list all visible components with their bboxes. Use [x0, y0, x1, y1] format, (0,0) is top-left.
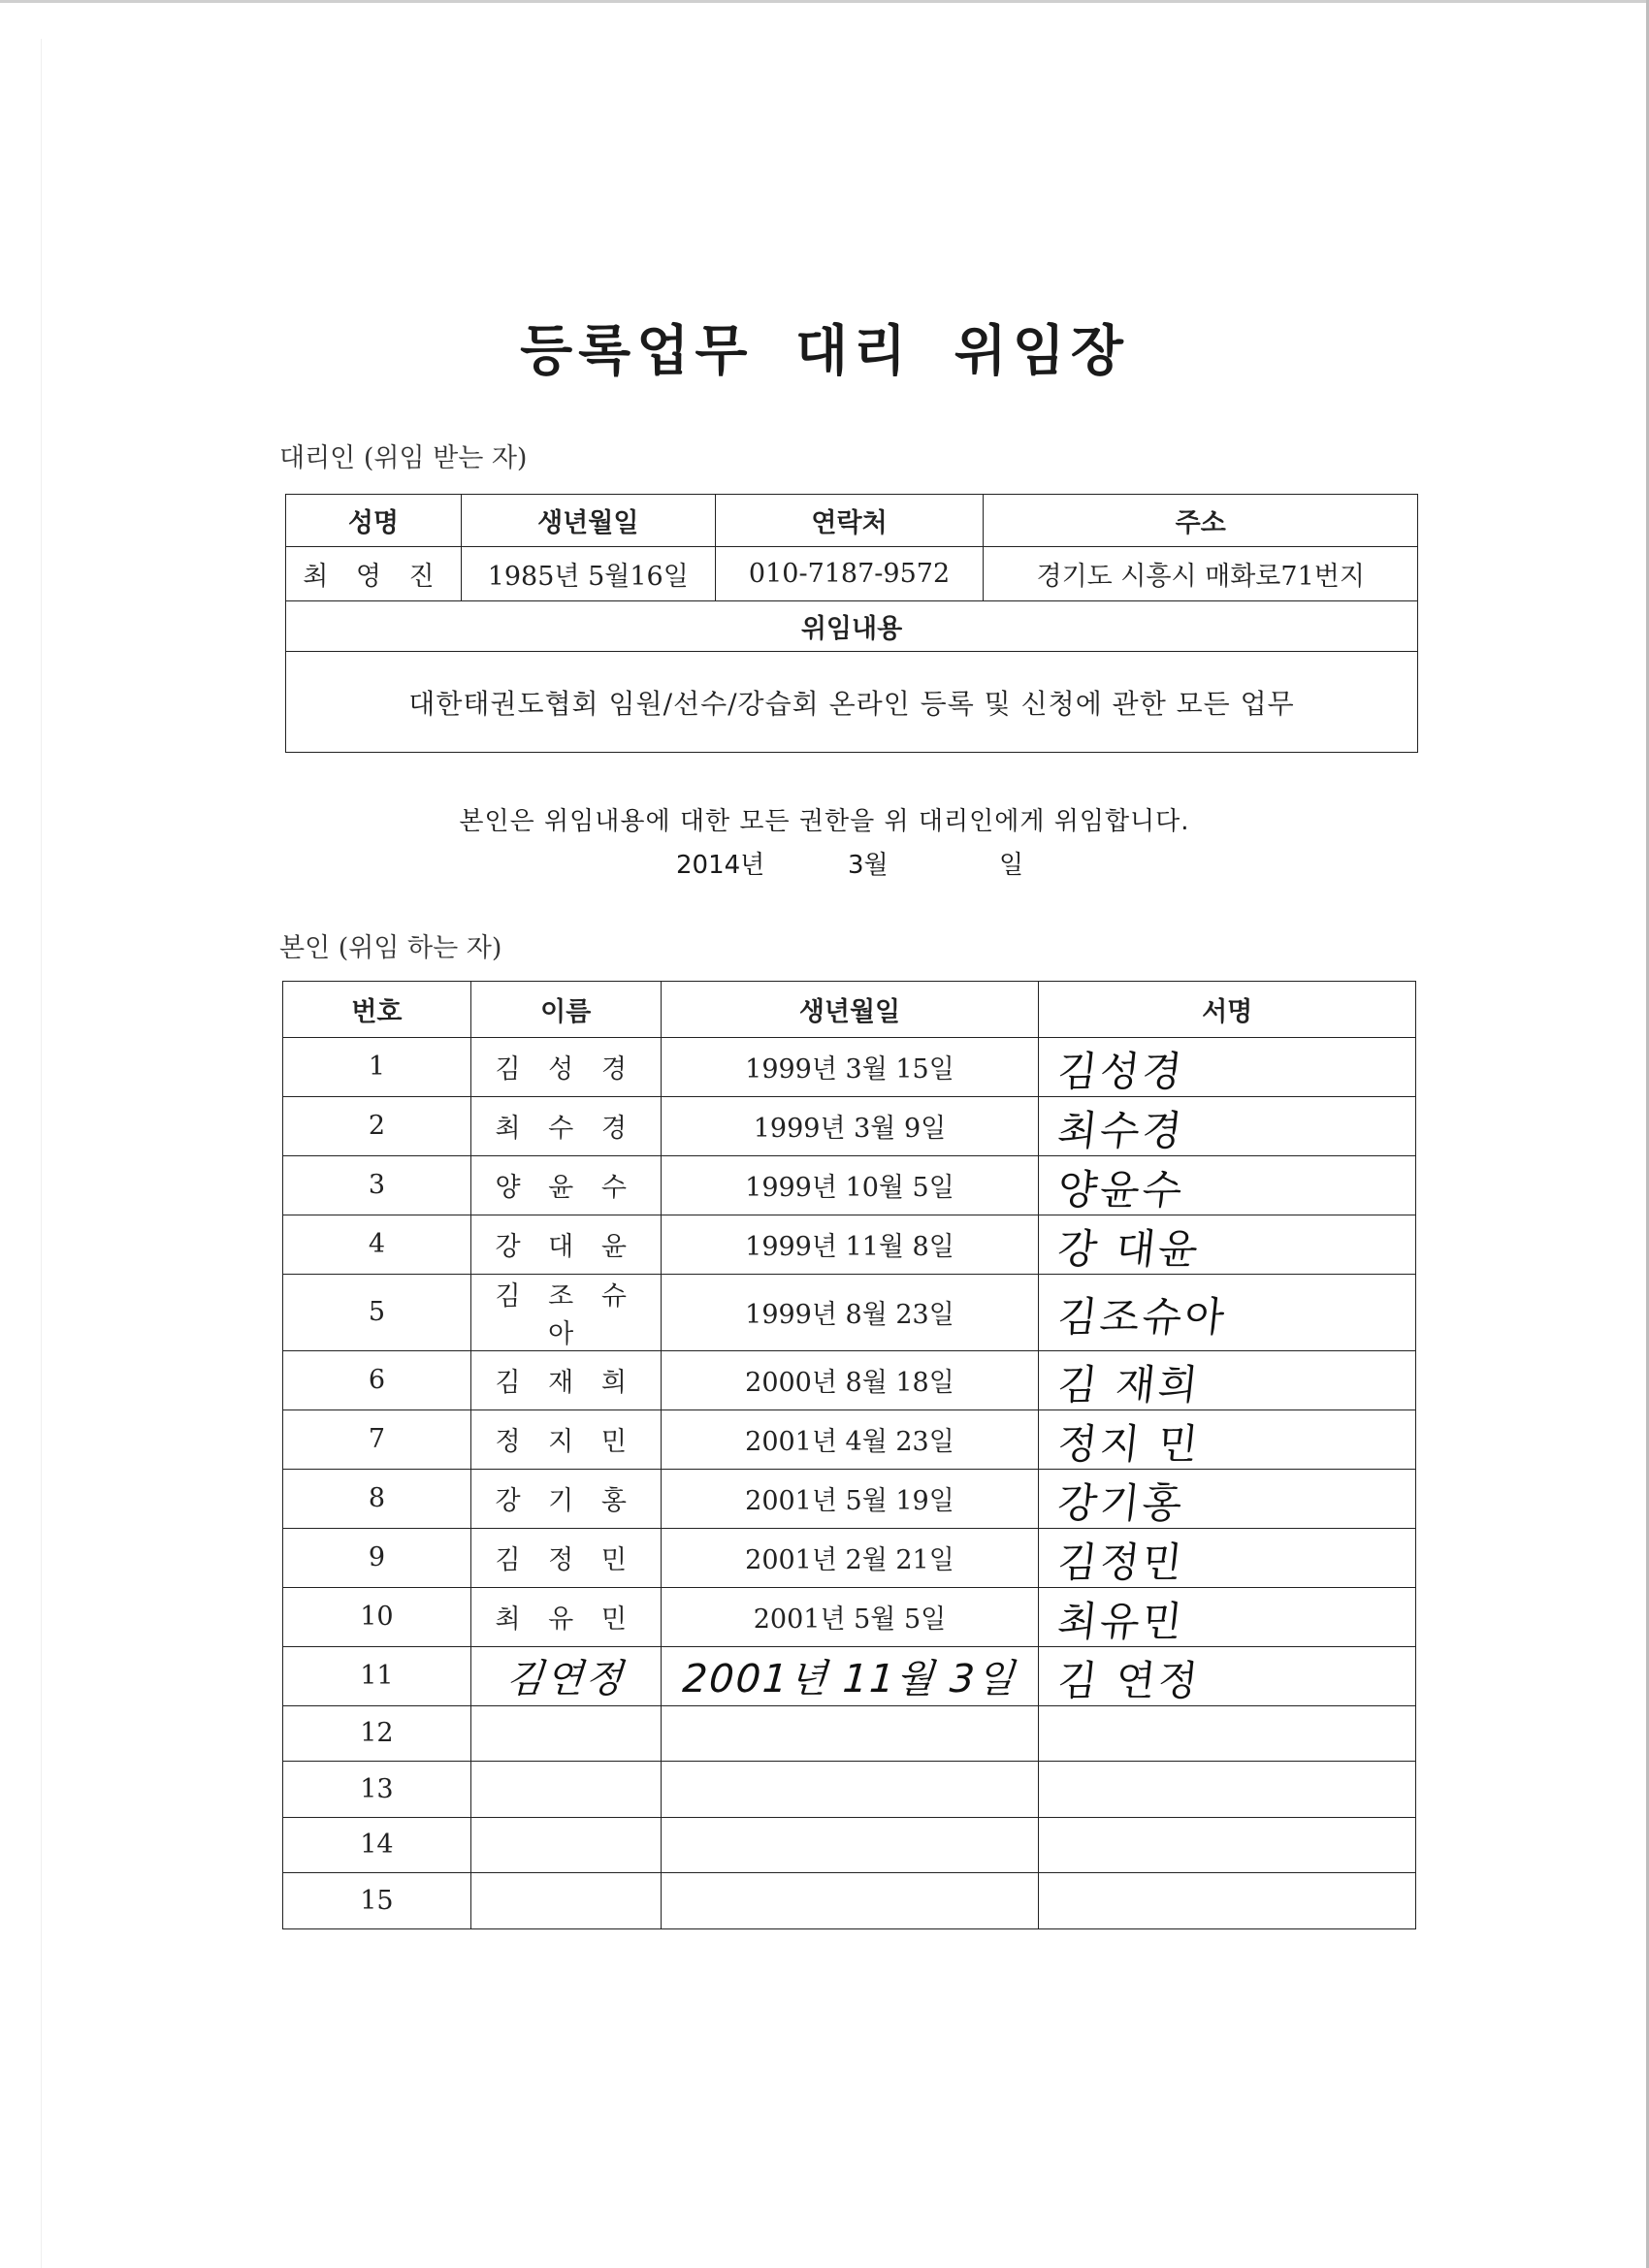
- row-name: [470, 1646, 661, 1705]
- row-signature: [1039, 1646, 1416, 1705]
- row-number: 4: [283, 1215, 471, 1274]
- principal-table: [282, 981, 1416, 1929]
- row-name: 최 유 민: [470, 1587, 661, 1646]
- row-name: 양 윤 수: [470, 1155, 661, 1215]
- table-row: [283, 1762, 1416, 1818]
- agent-header-phone: 연락처: [715, 495, 984, 547]
- row-birth: 1999년 3월 9일: [661, 1096, 1039, 1155]
- table-row: [283, 1469, 1416, 1528]
- handwritten-signature: 김조슈아: [1055, 1292, 1230, 1341]
- row-name: [470, 1873, 661, 1929]
- document-title: 등록업무 대리 위임장: [520, 320, 1129, 383]
- delegation-header: 위임내용: [286, 601, 1418, 652]
- row-number: 8: [283, 1469, 471, 1528]
- row-number: 3: [283, 1155, 471, 1215]
- row-name: [470, 1817, 661, 1873]
- table-row: [283, 1817, 1416, 1873]
- delegation-content: 대한태권도협회 임원/선수/강습회 온라인 등록 및 신청에 관한 모든 업무: [286, 652, 1418, 753]
- row-number: 7: [283, 1409, 471, 1469]
- row-signature: [1039, 1587, 1416, 1646]
- handwritten-signature: 양윤수: [1055, 1165, 1188, 1214]
- delegation-header-row: [286, 601, 1418, 652]
- table-row: [283, 1646, 1416, 1705]
- row-signature: [1039, 1762, 1416, 1818]
- date-year: 2014년: [676, 851, 765, 880]
- row-number: 6: [283, 1350, 471, 1409]
- row-name: 김 정 민: [470, 1528, 661, 1587]
- delegation-content-row: [286, 652, 1418, 753]
- table-row: [283, 1587, 1416, 1646]
- row-name: [470, 1705, 661, 1762]
- agent-address-value: 경기도 시흥시 매화로71번지: [984, 547, 1418, 601]
- row-name: 김 성 경: [470, 1037, 661, 1096]
- row-signature: [1039, 1155, 1416, 1215]
- agent-header-name: 성명: [286, 495, 462, 547]
- agent-value-row: [286, 547, 1418, 601]
- row-birth: 2001년 2월 21일: [661, 1528, 1039, 1587]
- principal-rows: [283, 1037, 1416, 1928]
- handwritten-signature: 정지 민: [1055, 1419, 1204, 1468]
- scan-edge-top: [0, 0, 1649, 3]
- table-row: [283, 1705, 1416, 1762]
- row-number: 12: [283, 1705, 471, 1762]
- row-birth: 2001년 5월 19일: [661, 1469, 1039, 1528]
- row-birth: [661, 1817, 1039, 1873]
- row-birth: 2000년 8월 18일: [661, 1350, 1039, 1409]
- handwritten-signature: 김성경: [1055, 1047, 1188, 1095]
- table-row: [283, 1409, 1416, 1469]
- handwritten-signature: 강 대윤: [1055, 1224, 1204, 1273]
- row-signature: [1039, 1469, 1416, 1528]
- table-row: [283, 1528, 1416, 1587]
- row-name: 강 대 윤: [470, 1215, 661, 1274]
- table-row: [283, 1350, 1416, 1409]
- handwritten-name: 김연정: [504, 1657, 627, 1701]
- agent-section-label: 대리인 (위임 받는 자): [279, 443, 528, 473]
- table-row: [283, 1155, 1416, 1215]
- row-signature: [1039, 1409, 1416, 1469]
- row-number: 11: [283, 1646, 471, 1705]
- row-birth: [661, 1873, 1039, 1929]
- handwritten-signature: 최유민: [1055, 1597, 1188, 1645]
- principal-header-number: 번호: [283, 982, 471, 1038]
- row-number: 9: [283, 1528, 471, 1587]
- delegation-statement: 본인은 위임내용에 대한 모든 권한을 위 대리인에게 위임합니다.: [459, 807, 1190, 836]
- row-signature: [1039, 1817, 1416, 1873]
- row-birth: 1999년 10월 5일: [661, 1155, 1039, 1215]
- row-signature: [1039, 1037, 1416, 1096]
- handwritten-signature: 최수경: [1055, 1106, 1188, 1154]
- handwritten-signature: 강기홍: [1055, 1478, 1188, 1527]
- date-month: 3월: [848, 851, 889, 880]
- row-number: 15: [283, 1873, 471, 1929]
- table-row: [283, 1037, 1416, 1096]
- principal-header-birth: 생년월일: [661, 982, 1039, 1038]
- row-number: 14: [283, 1817, 471, 1873]
- agent-birth-value: 1985년 5월16일: [461, 547, 715, 601]
- row-signature: [1039, 1705, 1416, 1762]
- row-signature: [1039, 1274, 1416, 1350]
- handwritten-signature: 김 재희: [1055, 1360, 1204, 1409]
- row-name: [470, 1762, 661, 1818]
- handwritten-signature: 김정민: [1055, 1538, 1188, 1586]
- row-birth: 1999년 3월 15일: [661, 1037, 1039, 1096]
- principal-header-name: 이름: [470, 982, 661, 1038]
- row-birth: 2001년 4월 23일: [661, 1409, 1039, 1469]
- handwritten-signature: 김 연정: [1055, 1656, 1204, 1704]
- table-row: [283, 1096, 1416, 1155]
- row-birth: [661, 1646, 1039, 1705]
- table-row: [283, 1215, 1416, 1274]
- row-number: 2: [283, 1096, 471, 1155]
- row-birth: [661, 1762, 1039, 1818]
- agent-header-birth: 생년월일: [461, 495, 715, 547]
- row-birth: 1999년 11월 8일: [661, 1215, 1039, 1274]
- table-row: [283, 1873, 1416, 1929]
- agent-table: [285, 494, 1418, 753]
- handwritten-birth: 2001년 11월 3일: [681, 1657, 1018, 1701]
- date-day: 일: [999, 851, 1024, 880]
- row-birth: [661, 1705, 1039, 1762]
- agent-header-row: [286, 495, 1418, 547]
- row-signature: [1039, 1873, 1416, 1929]
- principal-header-row: [283, 982, 1416, 1038]
- row-signature: [1039, 1215, 1416, 1274]
- row-name: 정 지 민: [470, 1409, 661, 1469]
- row-name: 김 재 희: [470, 1350, 661, 1409]
- agent-header-address: 주소: [984, 495, 1418, 547]
- row-birth: 2001년 5월 5일: [661, 1587, 1039, 1646]
- row-signature: [1039, 1528, 1416, 1587]
- table-row: [283, 1274, 1416, 1350]
- row-name: 강 기 홍: [470, 1469, 661, 1528]
- row-number: 10: [283, 1587, 471, 1646]
- row-name: 김 조 슈 아: [470, 1274, 661, 1350]
- agent-name-value: 최 영 진: [286, 547, 462, 601]
- row-number: 1: [283, 1037, 471, 1096]
- agent-phone-value: 010-7187-9572: [715, 547, 984, 601]
- principal-header-signature: 서명: [1039, 982, 1416, 1038]
- principal-section-label: 본인 (위임 하는 자): [279, 933, 502, 963]
- row-birth: 1999년 8월 23일: [661, 1274, 1039, 1350]
- row-signature: [1039, 1350, 1416, 1409]
- row-name: 최 수 경: [470, 1096, 661, 1155]
- row-number: 5: [283, 1274, 471, 1350]
- row-number: 13: [283, 1762, 471, 1818]
- row-signature: [1039, 1096, 1416, 1155]
